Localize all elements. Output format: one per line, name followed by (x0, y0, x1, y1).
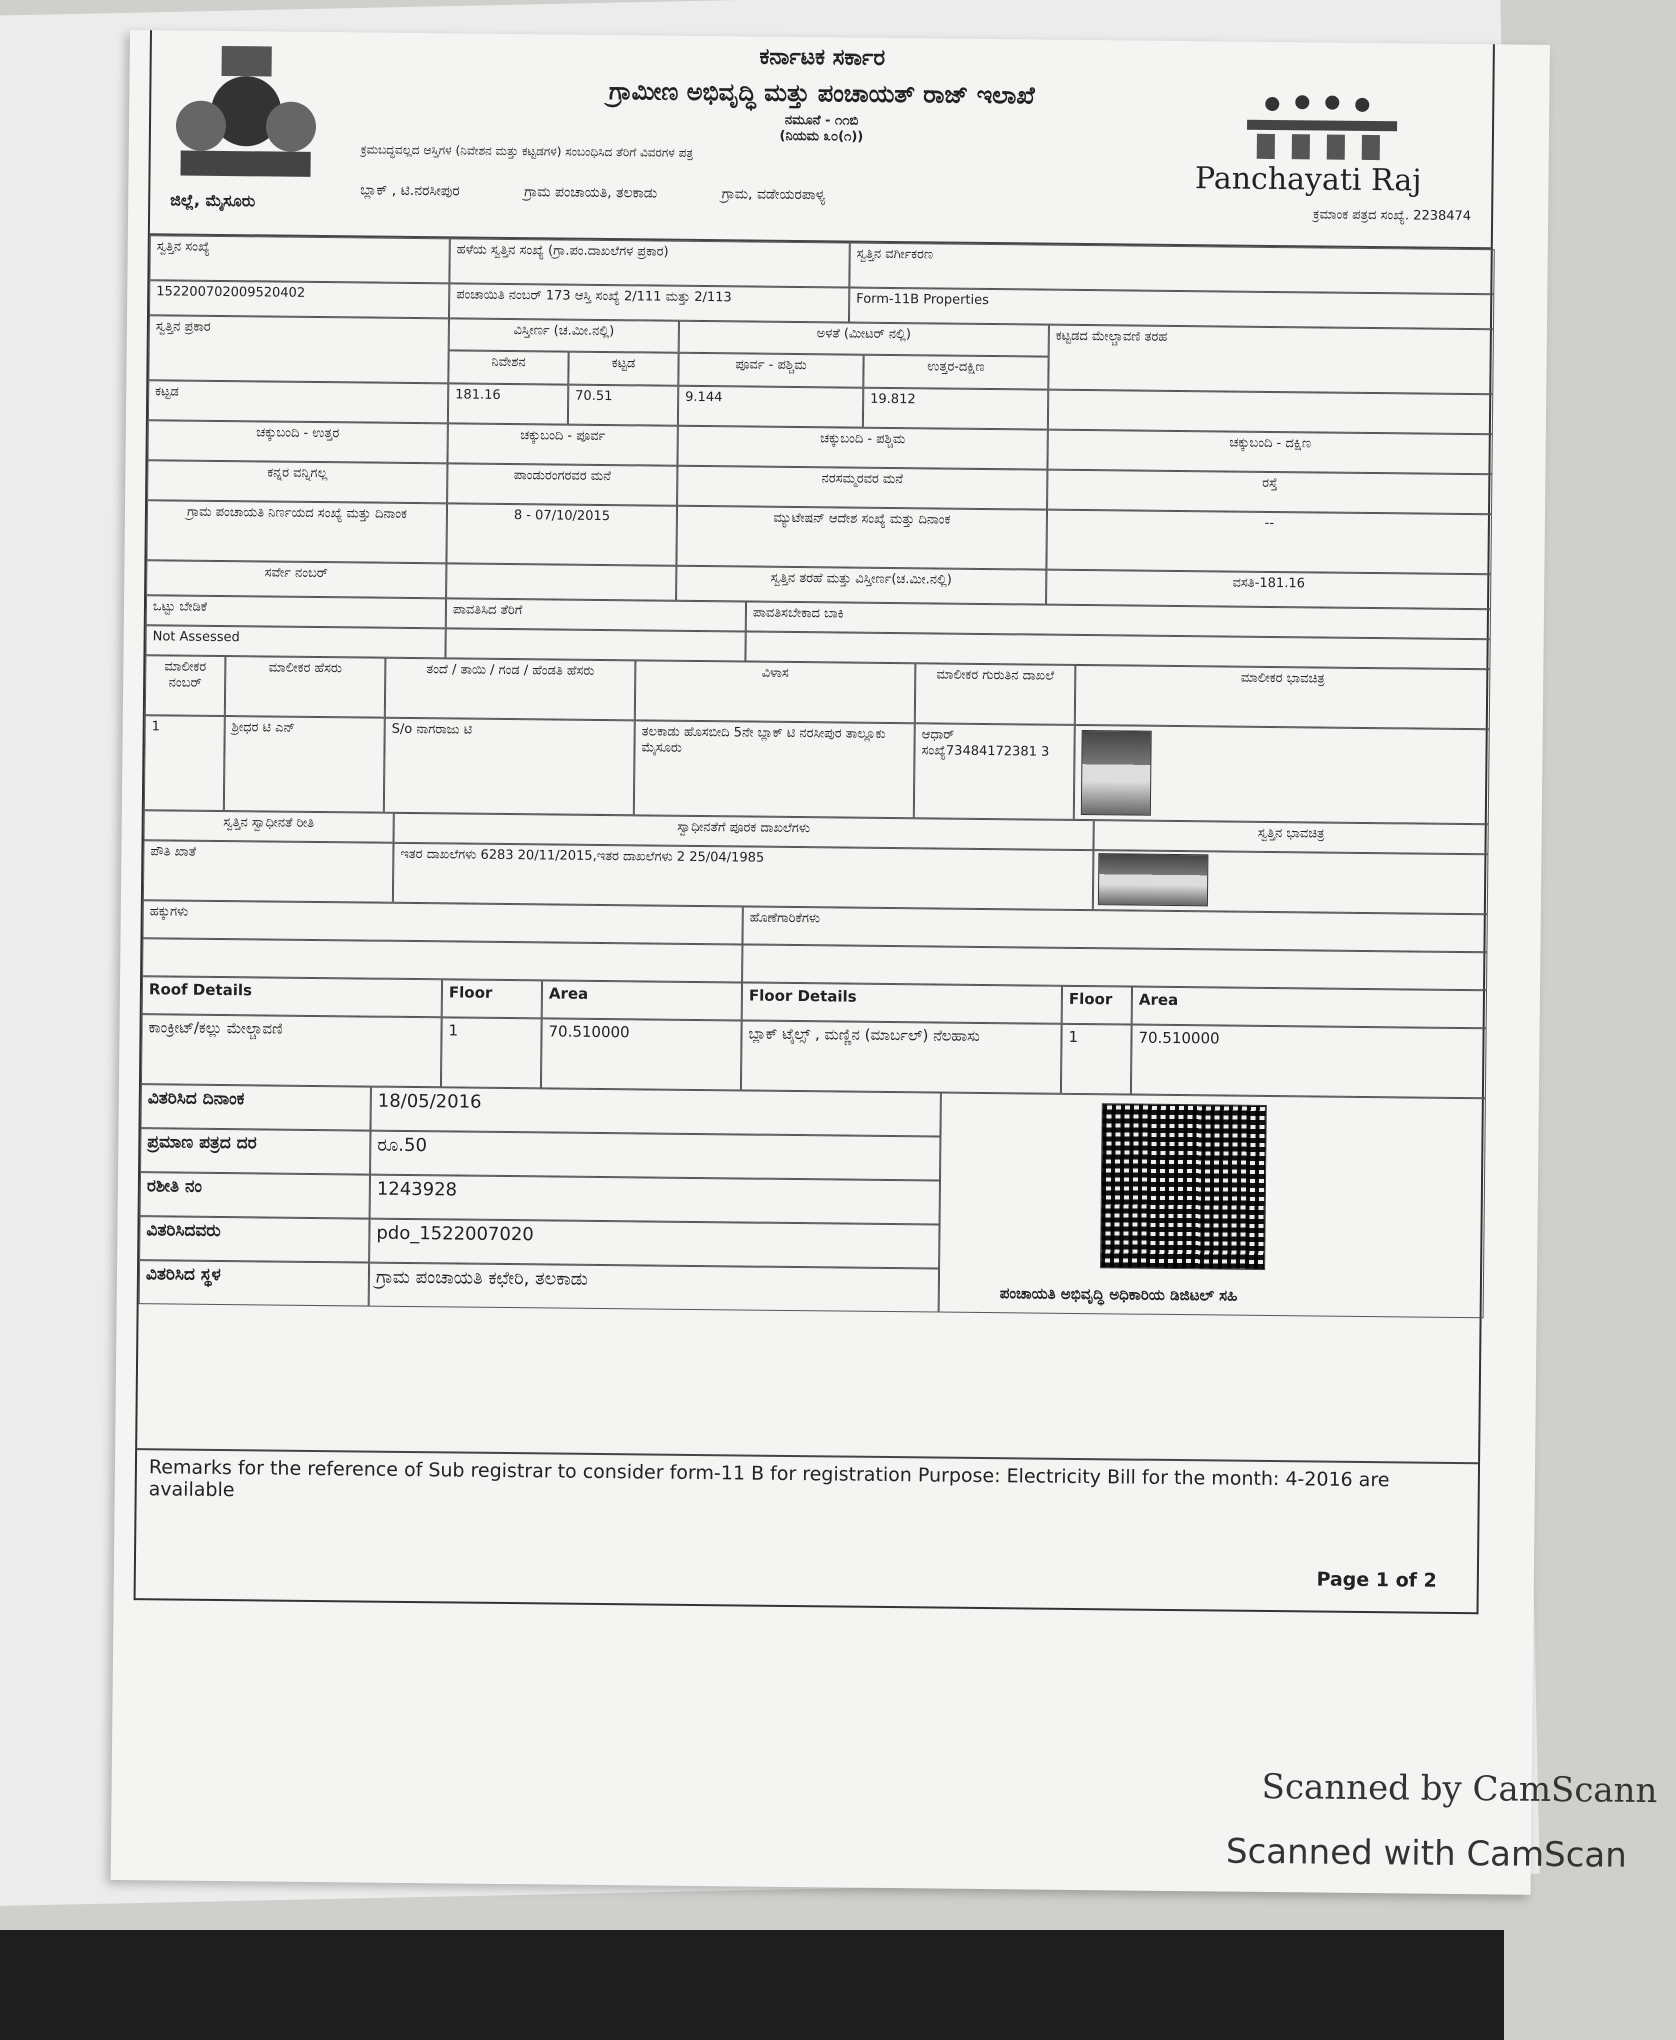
rights-value (142, 938, 742, 982)
boundary-east-value: ಪಾಂಡುರಂಗರವರ ಮನೆ (447, 463, 677, 505)
form-header (150, 30, 1493, 249)
floor-type-cell: ಬ್ಲಾಕ್ ಟೈಲ್ಸ್ , ಮಣ್ಣಿನ (ಮಾರ್ಬಲ್) ನೆಲಹಾಸು (741, 1020, 1062, 1093)
survey-number-label: ಸರ್ವೇ ನಂಬರ್ (146, 560, 446, 598)
area-label: ವಿಸ್ತೀರ್ಣ (ಚ.ಮೀ.ನಲ್ಲಿ) (449, 318, 679, 352)
owner-address-header: ವಿಳಾಸ (635, 660, 916, 723)
property-id-label: ಸ್ವತ್ತಿನ ಸಂಖ್ಯೆ (149, 235, 449, 283)
roof-area-cell: 70.510000 (541, 1018, 742, 1090)
ownership-mode-value: ಪೌತಿ ಖಾತೆ (143, 840, 394, 903)
property-category-value: Form-11B Properties (849, 288, 1494, 330)
gram-panchayat-label: ಗ್ರಾಮ ಪಂಚಾಯತಿ, ತಲಕಾಡು (524, 184, 658, 202)
owner-photo-header: ಮಾಲೀಕರ ಭಾವಚಿತ್ರ (1075, 665, 1491, 729)
roof-type-value (1048, 390, 1493, 435)
property-photo (1098, 853, 1209, 906)
property-id-value: 152200702009520402 (149, 280, 449, 318)
floor-floor-header: Floor (1062, 986, 1132, 1025)
form-subtitle: ಕ್ರಮಬದ್ಧವಲ್ಲದ ಆಸ್ತಿಗಳ (ನಿವೇಶನ ಮತ್ತು ಕಟ್ಟಡಗಳ) ಸಂಬಂಧಿಸಿದ ತೆರಿಗೆ ವಿವರಗಳ ಪತ್ರ (360, 142, 694, 160)
document-page (111, 30, 1658, 1895)
balance-due-label: ಪಾವತಿಸಬೇಕಾದ ಬಾಕಿ (746, 601, 1491, 639)
supporting-docs-value: ಇತರ ದಾಖಲೆಗಳು 6283 20/11/2015,ಇತರ ದಾಖಲೆಗಳು 2 25/04/1985 (393, 843, 1094, 910)
liabilities-label: ಹೊಣೆಗಾರಿಕೆಗಳು (742, 906, 1487, 952)
owner-address-value: ತಲಕಾಡು ಹೊಸಬೀದಿ 5ನೇ ಬ್ಲಾಕ್ ಟಿ ನರಸೀಪುರ ತಾಲ್ಲೂಕು ಮೈಸೂರು (634, 720, 915, 818)
resolution-value: 8 - 07/10/2015 (446, 503, 677, 565)
dark-surface (0, 1930, 1504, 2040)
boundary-west-value: ನರಸಮ್ಮರವರ ಮನೆ (677, 466, 1047, 510)
ownership-mode-label: ಸ್ವತ್ತಿನ ಸ್ವಾಧೀನತೆ ರೀತಿ (144, 810, 394, 843)
panchayati-raj-label: Panchayati Raj (1194, 161, 1422, 199)
qr-code (1100, 1103, 1267, 1270)
signature-cell (939, 1093, 1486, 1319)
total-demand-label: ಒಟ್ಟು ಬೇಡಿಕೆ (146, 595, 446, 628)
owner-number-value: 1 (144, 715, 225, 811)
camscanner-watermark-1: Scanned by CamScann (1261, 1766, 1658, 1812)
survey-number-value (446, 563, 676, 600)
dimensions-label: ಅಳತೆ (ಮೀಟರ್ ನಲ್ಲಿ) (679, 321, 1049, 357)
issued-by-label: ವಿತರಿಸಿದವರು (139, 1216, 369, 1262)
government-title: ಕರ್ನಾಟಕ ಸರ್ಕಾರ (759, 44, 886, 71)
owner-id-value: ಆಧಾರ್ ಸಂಖ್ಯೆ73484172381 3 (914, 723, 1075, 820)
boundary-west-label: ಚಕ್ಕುಬಂದಿ - ಪಶ್ಚಿಮ (677, 426, 1047, 470)
owner-number-header: ಮಾಲೀಕರ ನಂಬರ್ (145, 655, 226, 716)
village-label: ಗ್ರಾಮ, ವಡೇಯರಪಾಳ್ಯ (721, 186, 826, 204)
floor-area-cell: 70.510000 (1131, 1025, 1487, 1099)
certificate-fee-value: ರೂ.50 (370, 1131, 940, 1181)
boundary-south-value: ರಸ್ತೆ (1047, 470, 1492, 515)
receipt-number-value: 1243928 (370, 1175, 940, 1225)
floor-area-header: Area (1132, 987, 1487, 1029)
form-number: ನಮೂನೆ - ೧೧ಬಿ (784, 112, 859, 129)
boundary-south-label: ಚಕ್ಕುಬಂದಿ - ದಕ್ಷಿಣ (1047, 430, 1492, 475)
property-photo-cell (1093, 850, 1489, 914)
building-label: ಕಟ್ಟಡ (568, 352, 678, 386)
owner-photo-cell (1074, 725, 1490, 824)
tax-paid-value (445, 628, 745, 661)
usage-area-value: ವಸತಿ-181.16 (1046, 570, 1491, 610)
old-property-id-label: ಹಳೆಯ ಸ್ವತ್ತಿನ ಸಂಖ್ಯೆ (ಗ್ರಾ.ಪಂ.ದಾಖಲೆಗಳ ಪ್ರಕಾರ) (449, 238, 849, 287)
remarks: Remarks for the reference of Sub registrar to consider form-11 B for registration Purpose: Electricity Bill for the month: 4-2016 are available (136, 1448, 1479, 1614)
boundary-north-value: ಕನ್ನರ ವನ್ನಿಗಲ್ಲ (147, 460, 447, 503)
usage-area-label: ಸ್ವತ್ತಿನ ತರಹೆ ಮತ್ತು ವಿಸ್ತೀರ್ಣ(ಚ.ಮೀ.ನಲ್ಲಿ) (676, 566, 1046, 605)
page-number: Page 1 of 2 (1316, 1568, 1437, 1592)
north-south-label: ಉತ್ತರ-ದಕ್ಷಿಣ (863, 355, 1048, 390)
site-label: ನಿವೇಶನ (448, 350, 568, 384)
north-south-value: 19.812 (863, 388, 1048, 430)
owner-photo (1081, 730, 1152, 816)
registration-number: ಕ್ರಮಾಂಕ ಪತ್ರದ ಸಂಖ್ಯೆ. 2238474 (1313, 207, 1472, 225)
roof-type-label: ಕಟ್ಟಡದ ಮೇಲ್ಚಾವಣಿ ತರಹ (1048, 325, 1494, 395)
owner-parent-value: S/o ನಾಗರಾಜು ಟಿ (384, 718, 635, 816)
issued-by-value: pdo_1522007020 (369, 1219, 939, 1269)
owner-name-value: ಶ್ರೀಧರ ಟಿ ಎನ್ (224, 716, 385, 813)
property-type-value: ಕಟ್ಟಡ (148, 380, 448, 423)
property-type-label: ಸ್ವತ್ತಿನ ಪ್ರಕಾರ (148, 315, 449, 383)
issue-place-value: ಗ್ರಾಮ ಪಂಚಾಯತಿ ಕಛೇರಿ, ತಲಕಾಡು (369, 1263, 939, 1313)
property-category-label: ಸ್ವತ್ತಿನ ವರ್ಗೀಕರಣ (849, 243, 1494, 295)
total-demand-value: Not Assessed (145, 625, 445, 658)
panchayati-raj-logo-icon (1242, 92, 1403, 164)
owner-parent-header: ತಂದೆ / ತಾಯಿ / ಗಂಡ / ಹೆಂಡತಿ ಹೆಸರು (385, 658, 636, 721)
camscanner-watermark-2: Scanned with CamScan (1225, 1831, 1627, 1876)
roof-area-header: Area (542, 980, 742, 1020)
supporting-docs-label: ಸ್ವಾಧೀನತೆಗೆ ಪೂರಕ ದಾಖಲೆಗಳು (394, 813, 1094, 850)
emblem-caption: ಜಿಲ್ಲೆ, ಮೈಸೂರು (170, 190, 256, 211)
site-area-value: 181.16 (448, 383, 568, 424)
mutation-label: ಮ್ಯುಟೇಷನ್ ಆದೇಶ ಸಂಖ್ಯೆ ಮತ್ತು ದಿನಾಂಕ (676, 506, 1047, 570)
floor-floor-cell: 1 (1061, 1024, 1132, 1095)
department-title: ಗ್ರಾಮೀಣ ಅಭಿವೃದ್ಧಿ ಮತ್ತು ಪಂಚಾಯತ್ ರಾಜ್ ಇಲಾಖೆ (608, 77, 1035, 110)
issue-place-label: ವಿತರಿಸಿದ ಸ್ಥಳ (139, 1260, 369, 1306)
roof-details-header: Roof Details (142, 976, 442, 1017)
boundary-north-label: ಚಕ್ಕುಬಂದಿ - ಉತ್ತರ (147, 420, 447, 463)
location-row (360, 182, 885, 203)
certificate-fee-label: ಪ್ರಮಾಣ ಪತ್ರದ ದರ (140, 1128, 370, 1174)
roof-floor-cell: 1 (441, 1017, 542, 1088)
owner-id-header: ಮಾಲೀಕರ ಗುರುತಿನ ದಾಖಲೆ (915, 663, 1076, 725)
roof-floor-header: Floor (442, 979, 542, 1018)
roof-type-cell: ಕಾಂಕ್ರೀಟ್/ಕಲ್ಲು ಮೇಲ್ಚಾವಣಿ (141, 1014, 442, 1087)
resolution-label: ಗ್ರಾಮ ಪಂಚಾಯತಿ ನಿರ್ಣಯದ ಸಂಖ್ಯೆ ಮತ್ತು ದಿನಾಂಕ (146, 500, 447, 563)
building-area-value: 70.51 (568, 385, 678, 426)
rule-number: (ನಿಯಮ ೩೦(೧)) (779, 128, 864, 145)
tax-paid-label: ಪಾವತಿಸಿದ ತೆರಿಗೆ (446, 598, 746, 631)
boundary-east-label: ಚಕ್ಕುಬಂದಿ - ಪೂರ್ವ (447, 423, 677, 465)
rights-label: ಹಕ್ಕುಗಳು (142, 900, 742, 944)
taluk-label: ಬ್ಲಾಕ್ , ಟಿ.ನರಸೀಪುರ (360, 182, 460, 200)
mutation-value: -- (1046, 510, 1492, 575)
issue-date-value: 18/05/2016 (370, 1087, 940, 1137)
form-frame (134, 30, 1495, 1614)
property-photo-label: ಸ್ವತ್ತಿನ ಭಾವಚಿತ್ರ (1093, 820, 1488, 854)
digital-signature-label: ಪಂಚಾಯತಿ ಅಭಿವೃದ್ಧಿ ಅಧಿಕಾರಿಯ ಡಿಜಿಟಲ್ ಸಹಿ (999, 1284, 1238, 1305)
floor-details-header: Floor Details (742, 982, 1062, 1023)
east-west-label: ಪೂರ್ವ - ಪಶ್ಚಿಮ (678, 353, 863, 388)
owner-name-header: ಮಾಲೀಕರ ಹೆಸರು (225, 656, 386, 718)
receipt-number-label: ರಶೀತಿ ನಂ (140, 1172, 370, 1218)
old-property-id-value: ಪಂಚಾಯಿತಿ ನಂಬರ್ 173 ಆಸ್ತಿ ಸಂಖ್ಯೆ 2/111 ಮತ್ತು 2/113 (449, 283, 849, 322)
issue-date-label: ವಿತರಿಸಿದ ದಿನಾಂಕ (141, 1084, 371, 1130)
east-west-value: 9.144 (678, 386, 863, 428)
